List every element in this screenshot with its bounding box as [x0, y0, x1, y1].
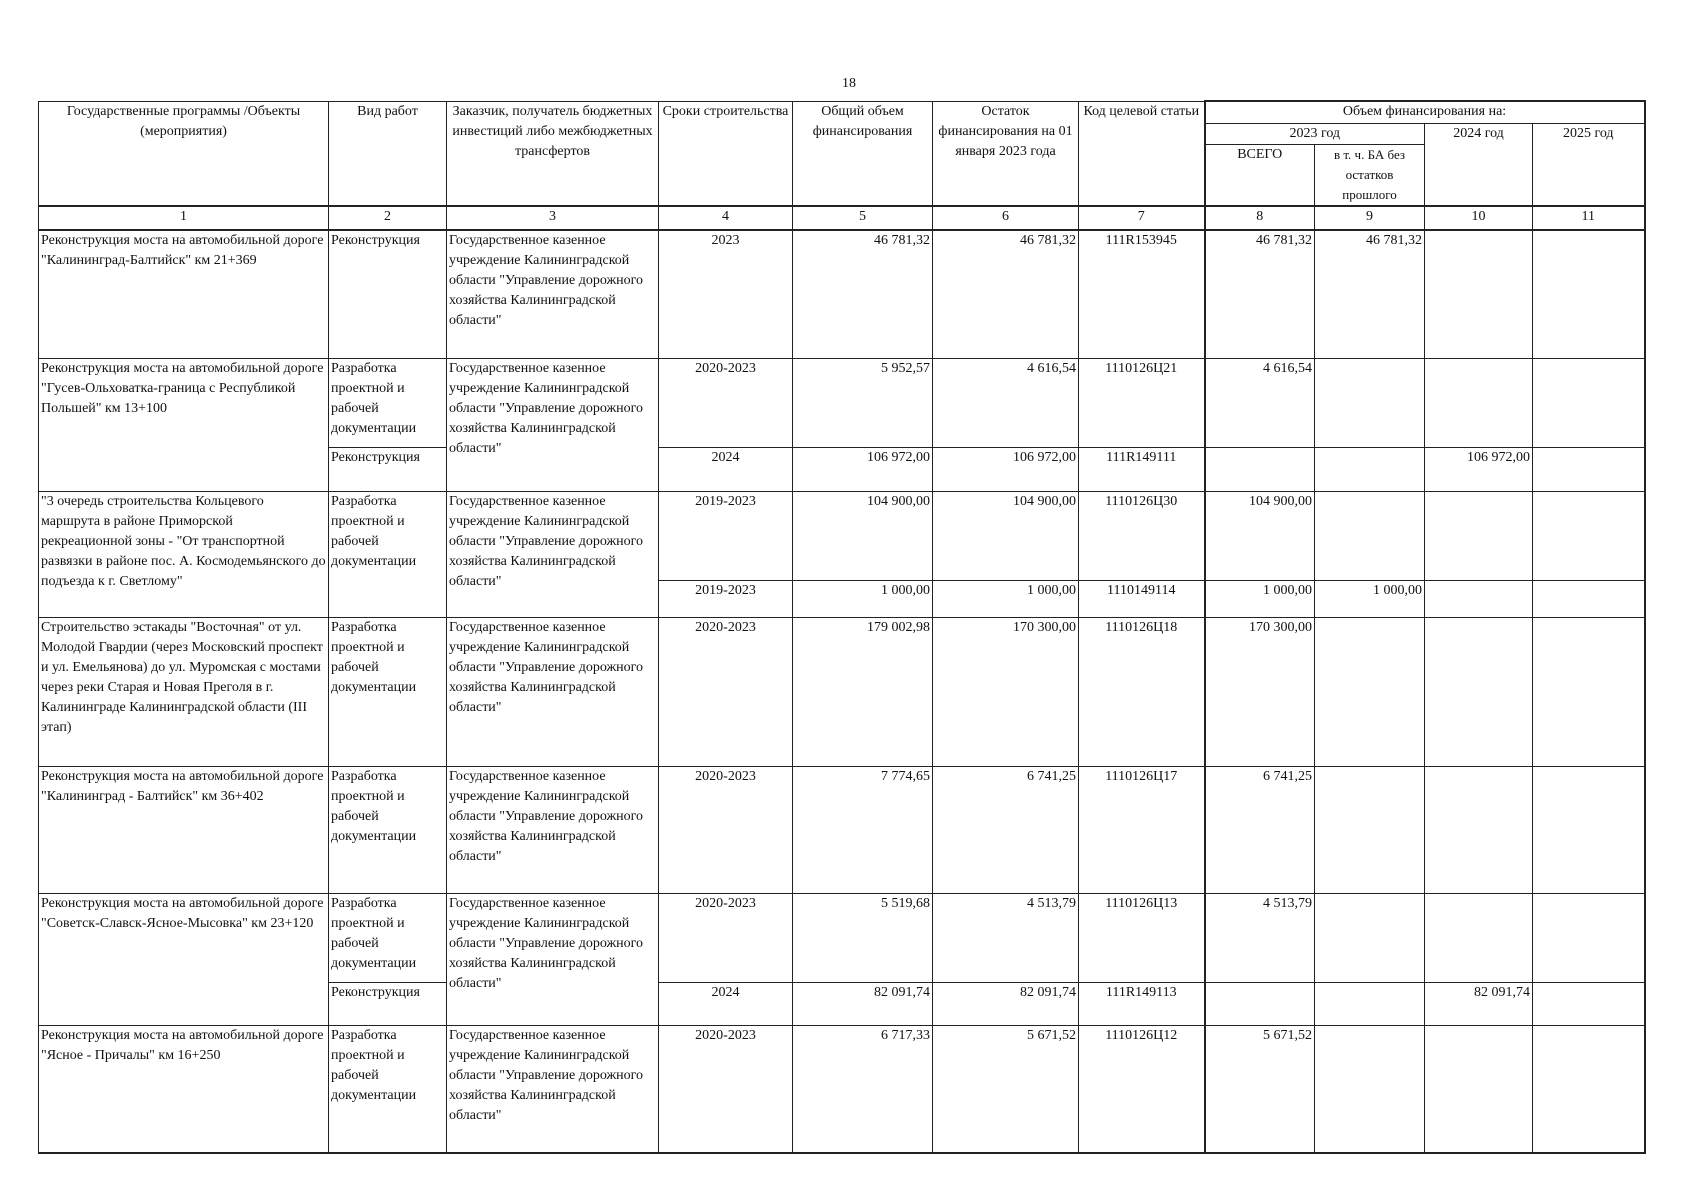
funding-2024	[1425, 230, 1533, 359]
header-work-type: Вид работ	[329, 101, 447, 206]
funding-2023-ba	[1315, 491, 1425, 581]
remaining-financing: 106 972,00	[933, 447, 1079, 491]
remaining-financing: 5 671,52	[933, 1026, 1079, 1153]
funding-2025	[1533, 359, 1645, 448]
financing-table	[38, 100, 1646, 1154]
funding-2023-ba	[1315, 767, 1425, 894]
construction-term: 2020-2023	[659, 767, 793, 894]
header-terms: Сроки строительства	[659, 101, 793, 206]
construction-term: 2024	[659, 447, 793, 491]
customer: Государственное казенное учреждение Калининградской области "Управление дорожного хозяйства Калининградской области"	[447, 767, 659, 894]
work-type: Разработка проектной и рабочей документации	[329, 894, 447, 983]
funding-2024	[1425, 618, 1533, 767]
table-row	[39, 1026, 1645, 1153]
funding-2023-ba: 46 781,32	[1315, 230, 1425, 359]
header-funding: Объем финансирования на:	[1205, 101, 1645, 123]
funding-2025	[1533, 230, 1645, 359]
header-incl-ba: в т. ч. БА без остатков прошлого	[1315, 144, 1425, 206]
total-financing: 179 002,98	[793, 618, 933, 767]
customer: Государственное казенное учреждение Калининградской области "Управление дорожного хозяйства Калининградской области"	[447, 491, 659, 618]
table-row	[39, 230, 1645, 359]
funding-2024	[1425, 491, 1533, 581]
construction-term: 2020-2023	[659, 894, 793, 983]
customer: Государственное казенное учреждение Калининградской области "Управление дорожного хозяйства Калининградской области"	[447, 359, 659, 491]
table-row	[39, 767, 1645, 894]
funding-2023-ba	[1315, 618, 1425, 767]
construction-term: 2019-2023	[659, 491, 793, 581]
funding-2025	[1533, 581, 1645, 618]
funding-2025	[1533, 491, 1645, 581]
target-code: 1110149114	[1079, 581, 1205, 618]
object-name: Реконструкция моста на автомобильной дороге "Калининград - Балтийск" км 36+402	[39, 767, 329, 894]
total-financing: 5 519,68	[793, 894, 933, 983]
work-type: Разработка проектной и рабочей документации	[329, 1026, 447, 1153]
funding-2023-total: 170 300,00	[1205, 618, 1315, 767]
funding-2023-total: 104 900,00	[1205, 491, 1315, 581]
remaining-financing: 6 741,25	[933, 767, 1079, 894]
funding-2023-total	[1205, 447, 1315, 491]
column-number: 7	[1079, 206, 1205, 230]
target-code: 1110126Ц17	[1079, 767, 1205, 894]
total-financing: 7 774,65	[793, 767, 933, 894]
remaining-financing: 4 513,79	[933, 894, 1079, 983]
column-number: 3	[447, 206, 659, 230]
header-programs: Государственные программы /Объекты (мероприятия)	[39, 101, 329, 206]
remaining-financing: 170 300,00	[933, 618, 1079, 767]
target-code: 1110126Ц12	[1079, 1026, 1205, 1153]
funding-2025	[1533, 618, 1645, 767]
customer: Государственное казенное учреждение Калининградской области "Управление дорожного хозяйства Калининградской области"	[447, 230, 659, 359]
funding-2025	[1533, 982, 1645, 1026]
funding-2024: 106 972,00	[1425, 447, 1533, 491]
target-code: 1110126Ц18	[1079, 618, 1205, 767]
work-type: Разработка проектной и рабочей документации	[329, 767, 447, 894]
funding-2025	[1533, 767, 1645, 894]
column-number: 1	[39, 206, 329, 230]
header-year-2023: 2023 год	[1205, 123, 1425, 144]
column-number: 8	[1205, 206, 1315, 230]
funding-2024: 82 091,74	[1425, 982, 1533, 1026]
column-number: 11	[1533, 206, 1645, 230]
remaining-financing: 82 091,74	[933, 982, 1079, 1026]
column-number: 9	[1315, 206, 1425, 230]
object-name: Реконструкция моста на автомобильной дороге "Ясное - Причалы" км 16+250	[39, 1026, 329, 1153]
construction-term: 2019-2023	[659, 581, 793, 618]
customer: Государственное казенное учреждение Калининградской области "Управление дорожного хозяйства Калининградской области"	[447, 618, 659, 767]
customer: Государственное казенное учреждение Калининградской области "Управление дорожного хозяйства Калининградской области"	[447, 894, 659, 1026]
funding-2023-total: 1 000,00	[1205, 581, 1315, 618]
target-code: 1110126Ц13	[1079, 894, 1205, 983]
total-financing: 46 781,32	[793, 230, 933, 359]
table-row	[39, 618, 1645, 767]
header-total-volume: Общий объем финансирования	[793, 101, 933, 206]
funding-2023-ba	[1315, 982, 1425, 1026]
column-number: 6	[933, 206, 1079, 230]
funding-2023-ba: 1 000,00	[1315, 581, 1425, 618]
total-financing: 6 717,33	[793, 1026, 933, 1153]
funding-2023-total	[1205, 982, 1315, 1026]
funding-2025	[1533, 447, 1645, 491]
funding-2023-total: 46 781,32	[1205, 230, 1315, 359]
funding-2025	[1533, 894, 1645, 983]
work-type: Реконструкция	[329, 447, 447, 491]
total-financing: 1 000,00	[793, 581, 933, 618]
work-type: Реконструкция	[329, 230, 447, 359]
funding-2024	[1425, 767, 1533, 894]
total-financing: 82 091,74	[793, 982, 933, 1026]
total-financing: 5 952,57	[793, 359, 933, 448]
funding-2024	[1425, 1026, 1533, 1153]
work-type: Разработка проектной и рабочей документации	[329, 618, 447, 767]
table-row	[39, 491, 1645, 581]
funding-2023-ba	[1315, 894, 1425, 983]
page-number: 18	[842, 76, 856, 91]
total-financing: 104 900,00	[793, 491, 933, 581]
funding-2024	[1425, 894, 1533, 983]
work-type: Разработка проектной и рабочей документации	[329, 359, 447, 448]
funding-2023-total: 6 741,25	[1205, 767, 1315, 894]
funding-2025	[1533, 1026, 1645, 1153]
construction-term: 2020-2023	[659, 359, 793, 448]
remaining-financing: 1 000,00	[933, 581, 1079, 618]
remaining-financing: 4 616,54	[933, 359, 1079, 448]
object-name: Реконструкция моста на автомобильной дороге "Советск-Славск-Ясное-Мысовка" км 23+120	[39, 894, 329, 1026]
column-number-row	[39, 206, 1645, 230]
target-code: 111R149111	[1079, 447, 1205, 491]
target-code: 111R149113	[1079, 982, 1205, 1026]
header-remaining: Остаток финансирования на 01 января 2023 года	[933, 101, 1079, 206]
object-name: Реконструкция моста на автомобильной дороге "Гусев-Ольховатка-граница с Республикой Польшей" км 13+100	[39, 359, 329, 491]
column-number: 2	[329, 206, 447, 230]
work-type: Разработка проектной и рабочей документации	[329, 491, 447, 618]
work-type: Реконструкция	[329, 982, 447, 1026]
total-financing: 106 972,00	[793, 447, 933, 491]
column-number: 4	[659, 206, 793, 230]
column-number: 10	[1425, 206, 1533, 230]
column-number: 5	[793, 206, 933, 230]
remaining-financing: 46 781,32	[933, 230, 1079, 359]
funding-2023-ba	[1315, 1026, 1425, 1153]
header-total: ВСЕГО	[1205, 144, 1315, 206]
target-code: 1110126Ц21	[1079, 359, 1205, 448]
header-year-2024: 2024 год	[1425, 123, 1533, 206]
funding-2023-total: 4 616,54	[1205, 359, 1315, 448]
header-customer: Заказчик, получатель бюджетных инвестиций либо межбюджетных трансфертов	[447, 101, 659, 206]
remaining-financing: 104 900,00	[933, 491, 1079, 581]
target-code: 1110126Ц30	[1079, 491, 1205, 581]
table-row	[39, 359, 1645, 448]
construction-term: 2020-2023	[659, 618, 793, 767]
construction-term: 2024	[659, 982, 793, 1026]
funding-2023-ba	[1315, 359, 1425, 448]
header-target-code: Код целевой статьи	[1079, 101, 1205, 206]
customer: Государственное казенное учреждение Калининградской области "Управление дорожного хозяйства Калининградской области"	[447, 1026, 659, 1153]
construction-term: 2020-2023	[659, 1026, 793, 1153]
header-year-2025: 2025 год	[1533, 123, 1645, 206]
funding-2023-total: 5 671,52	[1205, 1026, 1315, 1153]
funding-2023-ba	[1315, 447, 1425, 491]
funding-2023-total: 4 513,79	[1205, 894, 1315, 983]
object-name: "3 очередь строительства Кольцевого маршрута в районе Приморской рекреационной зоны - "От транспортной развязки в районе пос. А. Космодемьянского до подъезда к г. Светлому"	[39, 491, 329, 618]
object-name: Строительство эстакады "Восточная" от ул. Молодой Гвардии (через Московский проспект и ул. Емельянова) до ул. Муромская с мостами через реки Старая и Новая Преголя в г. Калининграде Калининградской области (III этап)	[39, 618, 329, 767]
object-name: Реконструкция моста на автомобильной дороге "Калининград-Балтийск" км 21+369	[39, 230, 329, 359]
funding-2024	[1425, 359, 1533, 448]
construction-term: 2023	[659, 230, 793, 359]
table-row	[39, 894, 1645, 983]
funding-2024	[1425, 581, 1533, 618]
target-code: 111R153945	[1079, 230, 1205, 359]
